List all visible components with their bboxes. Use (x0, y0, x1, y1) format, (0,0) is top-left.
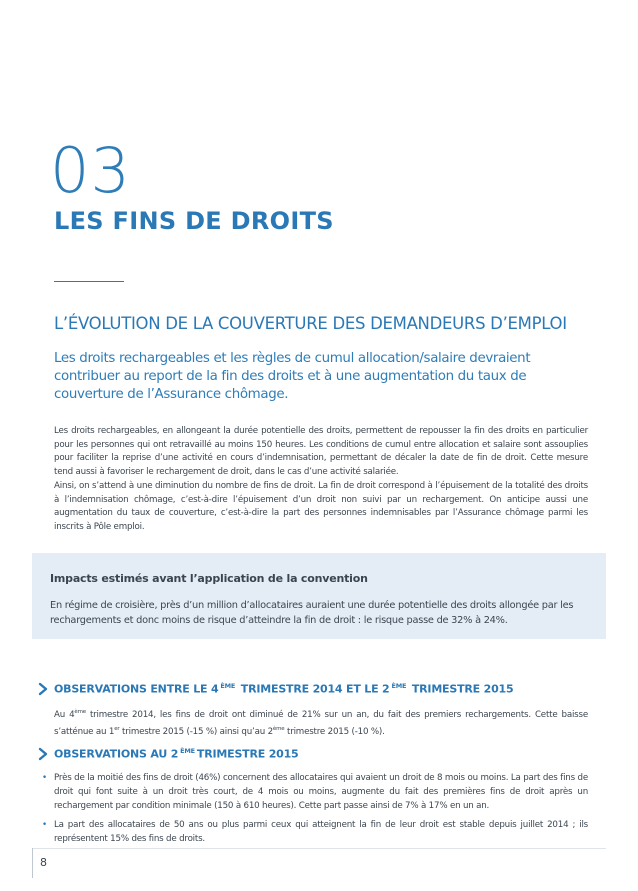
list-item (42, 771, 588, 813)
section-title: L’ÉVOLUTION DE LA COUVERTURE DES DEMANDEURS D’EMPLOI (54, 314, 567, 333)
impact-text: En régime de croisière, près d’un million d’allocataires auraient une durée potentielle des droits allongée par les rechargements et donc moins de risque d’atteindre la fin de droit : le risque passe de 32% à 24%. (50, 600, 574, 626)
observations-1-title: OBSERVATIONS ENTRE LE 4 $^{ÈME}$ TRIMESTRE 2014 ET LE 2 $^{ÈME}$ TRIMESTRE 2015 (54, 682, 514, 696)
observations-1-header (36, 682, 513, 696)
body-paragraph-2: Ainsi, on s’attend à une diminution du nombre de fins de droit. La fin de droit correspond à l’épuisement de la totalité des droits à l’indemnisation chômage, c’est-à-dire l’épuisement d’un droit non suivi par un rechargement. On anticipe aussi une augmentation du taux de couverture, c’est-à-dire la part des personnes indemnisables par l’Assurance chômage parmi les inscrits à Pôle emploi. (54, 481, 588, 532)
observations-1-text: Au 4ème trimestre 2014, les fins de droit ont diminué de 21% sur un an, du fait des premiers rechargements. Cette baisse s’atténue au 1er trimestre 2015 (-15 %) ainsi qu’au 2ème trimestre 2015 (-10 %). (54, 709, 588, 737)
list-item (42, 818, 588, 846)
impact-title: Impacts estimés avant l’application de la convention (50, 572, 368, 585)
title-divider (54, 281, 124, 282)
chapter-number: 03 (50, 134, 131, 207)
bullet-marker: • (42, 820, 47, 830)
footer-page-marker (32, 848, 33, 878)
chevron-right-icon (36, 747, 50, 761)
observations-2-header (36, 747, 299, 761)
chapter-title: LES FINS DE DROITS (54, 207, 334, 235)
bullet-text: Près de la moitié des fins de droit (46%) concernent des allocataires qui avaient un droit de 8 mois ou moins. La part des fins de droit qui font suite à un droit très court, de 4 mois ou moins, augmente du fait des premières fins de droit après un rechargement par condition minimale (150 à 610 heures). Cette part passe ainsi de 7% à 17% en un an. (54, 773, 588, 811)
footer-divider (32, 848, 606, 849)
section-lead: Les droits rechargeables et les règles de cumul allocation/salaire devraient contribuer au report de la fin des droits et à une augmentation du taux de couverture de l’Assurance chômage. (54, 351, 531, 402)
observations-2-title: OBSERVATIONS AU 2 $^{ÈME}$ TRIMESTRE 2015 (54, 747, 299, 761)
body-paragraph-1: Les droits rechargeables, en allongeant la durée potentielle des droits, permettent de repousser la fin des droits en particulier pour les personnes qui ont retravaillé au moins 150 heures. Les conditions de cumul entre allocation et salaire sont assouplies pour faciliter la reprise d’une activité en cours d’indemnisation, permettant de décaler la date de fin de droit. Cette mesure tend aussi à favoriser le rechargement de droit, dans le cas d’une activité salariée. (54, 426, 588, 477)
page-number: 8 (40, 856, 47, 869)
bullet-marker: • (42, 773, 47, 783)
bullet-text: La part des allocataires de 50 ans ou plus parmi ceux qui atteignent la fin de leur droit est stable depuis juillet 2014 ; ils représentent 15% des fins de droits. (54, 820, 588, 844)
chevron-right-icon (36, 682, 50, 696)
